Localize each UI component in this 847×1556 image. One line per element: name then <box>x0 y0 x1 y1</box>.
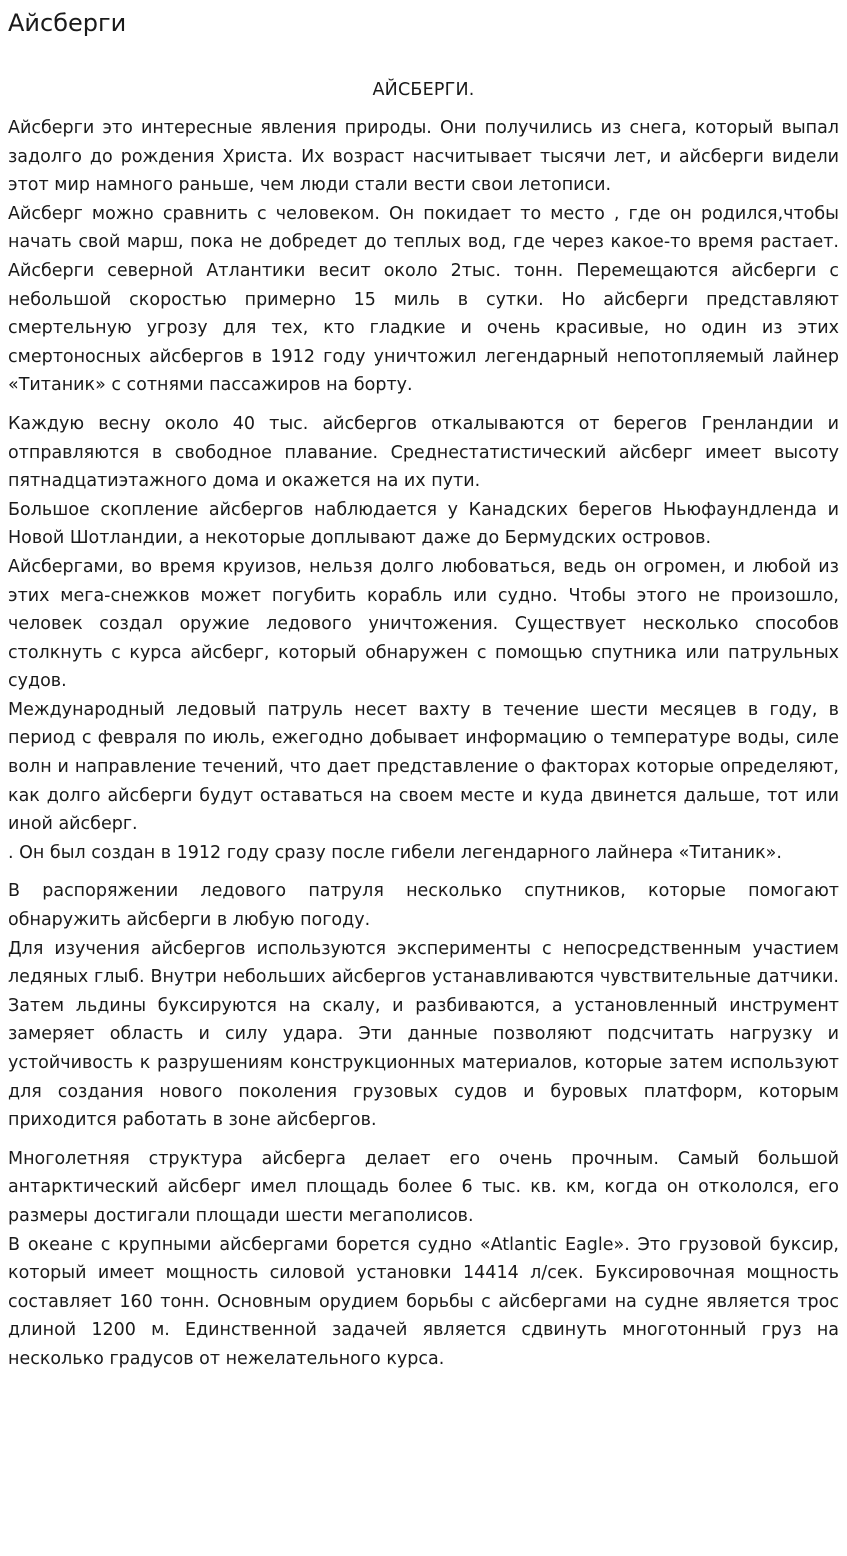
page-title: Айсберги <box>8 9 127 37</box>
paragraph: Айсберги это интересные явления природы. Они получились из снега, который выпал задолго до рождения Христа. Их возраст насчитывает тысячи лет, и айсберги видели этот мир намного раньше, чем люди стали вести свои летописи. <box>8 118 839 196</box>
paragraph: Айсбергами, во время круизов, нельзя долго любоваться, ведь он огромен, и любой из этих мега-снежков может погубить корабль или судно. Чтобы этого не произошло, человек создал оружие ледового уничтожения. Существует несколько способов столкнуть с курса айсберг, который обнаружен с помощью спутника или патрульных судов. <box>8 556 839 692</box>
paragraph: В океане с крупными айсбергами борется судно «Atlantic Eagle». Это грузовой буксир, который имеет мощность силовой установки 14414 л/сек. Буксировочная мощность составляет 160 тонн. Основным орудием борьбы с айсбергами на судне является трос длиной 1200 м. Единственной задачей является сдвинуть многотонный груз на несколько градусов от нежелательного курса. <box>8 1234 839 1369</box>
paragraph: В распоряжении ледового патруля несколько спутников, которые помогают обнаружить айсберги в любую погоду. <box>8 881 839 931</box>
paragraph: Международный ледовый патруль несет вахту в течение шести месяцев в году, в период с февраля по июль, ежегодно добывает информацию о температуре воды, силе волн и направление течений, что дает представление о факторах которые определяют, как долго айсберги будут оставаться на своем месте и куда двинется дальше, тот или иной айсберг. <box>8 699 839 835</box>
article-heading: АЙСБЕРГИ. <box>372 80 475 100</box>
paragraph: Многолетняя структура айсберга делает его очень прочным. Самый большой антарктический айсберг имел площадь более 6 тыс. кв. км, когда он откололся, его размеры достигали площади шести мегаполисов. <box>8 1148 839 1226</box>
document-page <box>8 0 839 1374</box>
paragraph: Для изучения айсбергов используются эксперименты с непосредственным участием ледяных глыб. Внутри небольших айсбергов устанавливаются чувствительные датчики. Затем льдины буксируются на скалу, и разбиваются, а установленный инструмент замеряет область и силу удара. Эти данные позволяют подсчитать нагрузку и устойчивость к разрушениям конструкционных материалов, которые затем используют для создания нового поколения грузовых судов и буровых платформ, которым приходится работать в зоне айсбергов. <box>8 938 839 1131</box>
paragraph: Каждую весну около 40 тыс. айсбергов откалываются от берегов Гренландии и отправляются в свободное плавание. Среднестатистический айсберг имеет высоту пятнадцатиэтажного дома и окажется на их пути. <box>8 413 839 492</box>
paragraph: Большое скопление айсбергов наблюдается у Канадских берегов Ньюфаундленда и Новой Шотландии, а некоторые доплывают даже до Бермудских островов. <box>8 499 839 549</box>
paragraph: . Он был создан в 1912 году сразу после гибели легендарного лайнера «Титаник». <box>8 842 782 863</box>
article-body <box>8 114 839 1374</box>
paragraph: Айсберг можно сравнить с человеком. Он покидает то место , где он родился,чтобы начать свой марш, пока не добредет до теплых вод, где через какое-то время растает. Айсберги северной Атлантики весит около 2тыс. тонн. Перемещаются айсберги с небольшой скоростью примерно 15 миль в сутки. Но айсберги представляют смертельную угрозу для тех, кто гладкие и очень красивые, но один из этих смертоносных айсбергов в 1912 году уничтожил легендарный непотопляемый лайнер «Титаник» с сотнями пассажиров на борту. <box>8 203 839 396</box>
